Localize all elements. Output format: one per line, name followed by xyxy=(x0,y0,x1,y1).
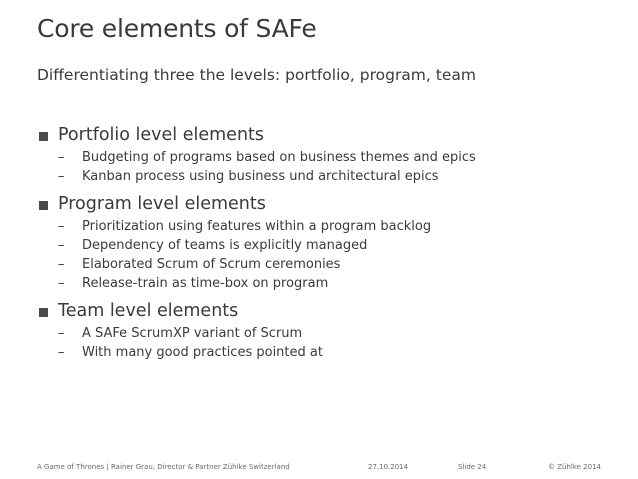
dash-bullet: – xyxy=(58,326,65,341)
square-bullet-icon xyxy=(39,132,48,141)
section-team xyxy=(37,298,627,362)
list-item-text: Dependency of teams is explicitly managed xyxy=(82,238,368,253)
dash-bullet: – xyxy=(58,219,65,234)
slide-content xyxy=(37,122,627,367)
section-portfolio xyxy=(37,122,627,186)
list-item xyxy=(58,236,627,255)
dash-bullet: – xyxy=(58,169,65,184)
slide-title: Core elements of SAFe xyxy=(37,14,317,43)
list-item xyxy=(58,274,627,293)
list-item xyxy=(58,217,627,236)
list-item xyxy=(58,255,627,274)
square-bullet-icon xyxy=(39,201,48,210)
list-item-text: A SAFe ScrumXP variant of Scrum xyxy=(82,326,303,341)
dash-bullet: – xyxy=(58,257,65,272)
footer-slide-number: Slide 24 xyxy=(458,463,487,471)
list-item xyxy=(58,324,627,343)
section-heading xyxy=(37,191,627,217)
section-program xyxy=(37,191,627,293)
section-heading xyxy=(37,298,627,324)
list-item-text: Budgeting of programs based on business themes and epics xyxy=(82,150,476,165)
list-item xyxy=(58,167,627,186)
dash-bullet: – xyxy=(58,345,65,360)
section-heading xyxy=(37,122,627,148)
square-bullet-icon xyxy=(39,308,48,317)
list-item xyxy=(58,343,627,362)
list-item-text: Elaborated Scrum of Scrum ceremonies xyxy=(82,257,341,272)
section-label: Portfolio level elements xyxy=(58,125,265,145)
section-label: Program level elements xyxy=(58,194,266,214)
sub-bullet-list xyxy=(37,324,627,362)
slide-subtitle: Differentiating three the levels: portfolio, program, team xyxy=(37,66,476,84)
footer-date: 27.10.2014 xyxy=(368,463,409,471)
sub-bullet-list xyxy=(37,148,627,186)
list-item xyxy=(58,148,627,167)
list-item-text: With many good practices pointed at xyxy=(82,345,323,360)
list-item-text: Prioritization using features within a program backlog xyxy=(82,219,432,234)
section-label: Team level elements xyxy=(58,301,239,321)
dash-bullet: – xyxy=(58,150,65,165)
dash-bullet: – xyxy=(58,276,65,291)
footer-presentation-info: A Game of Thrones | Rainer Grau, Director & Partner Zühlke Switzerland xyxy=(37,463,290,471)
list-item-text: Release-train as time-box on program xyxy=(82,276,329,291)
footer-copyright: © Zühlke 2014 xyxy=(548,463,601,471)
list-item-text: Kanban process using business und architectural epics xyxy=(82,169,439,184)
sub-bullet-list xyxy=(37,217,627,293)
dash-bullet: – xyxy=(58,238,65,253)
